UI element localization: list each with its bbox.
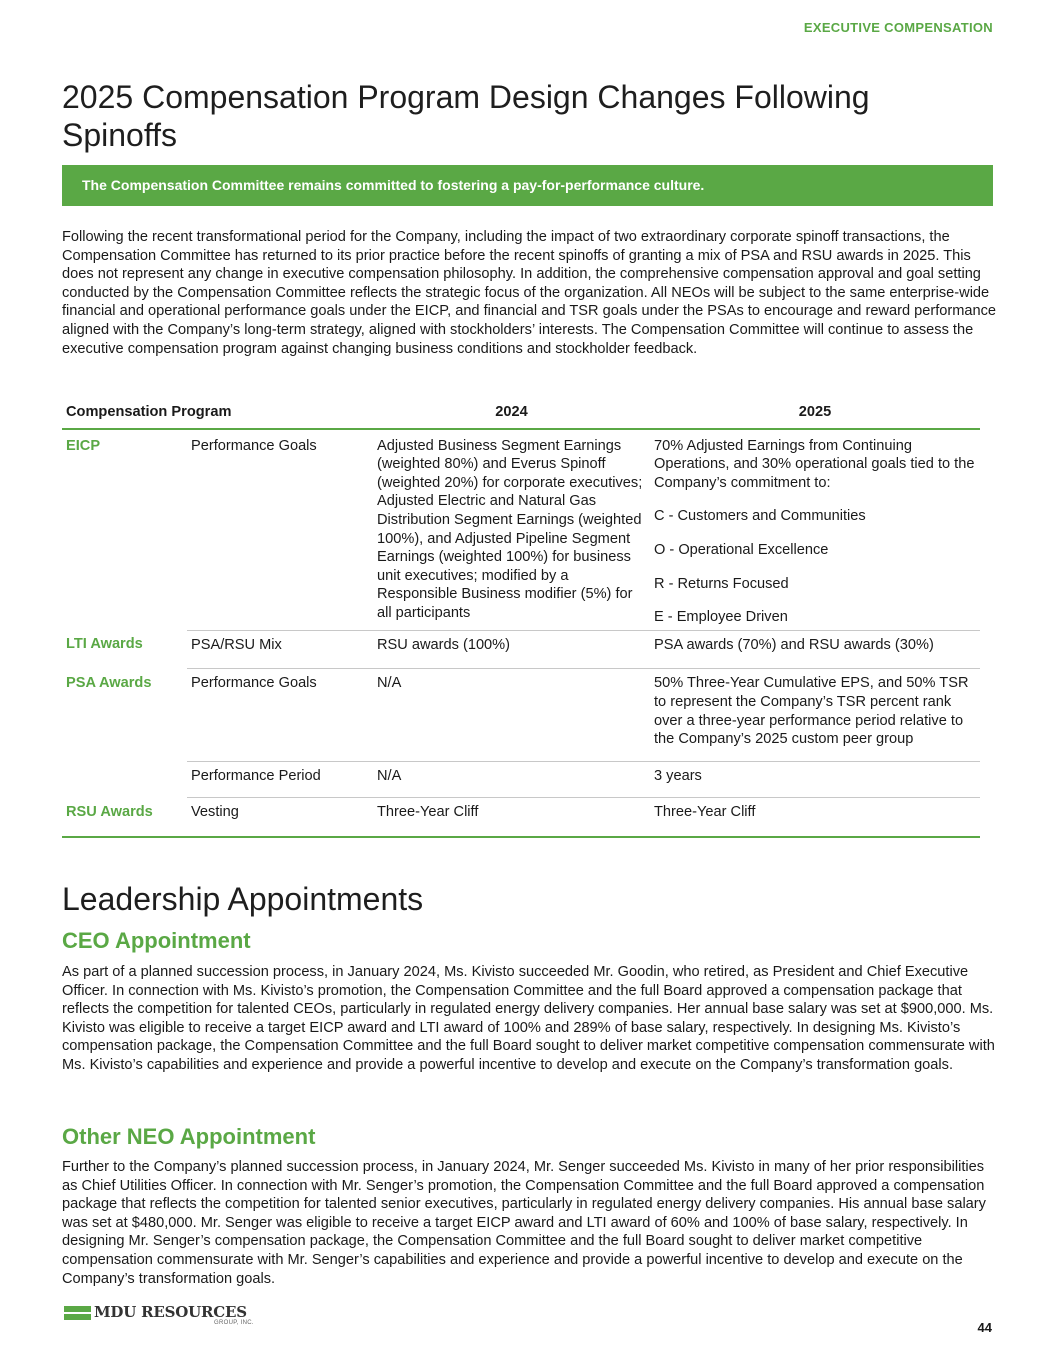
table-row-eicp bbox=[62, 429, 980, 631]
row-item: Performance Goals bbox=[187, 669, 373, 761]
row-category: RSU Awards bbox=[62, 798, 187, 837]
goal-item: C - Customers and Communities bbox=[654, 508, 866, 525]
table-row-psa-period bbox=[62, 761, 980, 798]
row-item: Performance Goals bbox=[191, 437, 317, 454]
ceo-appointment-heading: CEO Appointment bbox=[62, 928, 251, 953]
page-title: 2025 Compensation Program Design Changes Following Spinoffs bbox=[62, 79, 870, 153]
table-row-lti bbox=[62, 630, 980, 669]
section-label: EXECUTIVE COMPENSATION bbox=[803, 20, 993, 35]
neo-appointment-heading: Other NEO Appointment bbox=[62, 1124, 316, 1149]
row-value-2024: Adjusted Business Segment Earnings (weighted 80%) and Everus Spinoff (weighted 20%) for corporate executives; Adjusted Electric and Natural Gas Distribution Segment Earnings (weighted 100%), and Adjusted Pipeline Segment Earnings (weighted 100%) for business unit executives; modified by a Responsible Business modifier (5%) for all participants bbox=[377, 437, 643, 621]
logo-bars-icon bbox=[64, 1306, 91, 1320]
table-row-rsu bbox=[62, 798, 980, 837]
row-value-2024: Three-Year Cliff bbox=[373, 798, 650, 837]
row-item: PSA/RSU Mix bbox=[187, 630, 373, 669]
row-value-2024: N/A bbox=[373, 761, 650, 798]
goal-item: E - Employee Driven bbox=[654, 609, 788, 626]
logo-text: MDU RESOURCES bbox=[94, 1303, 247, 1321]
header-2024: 2024 bbox=[373, 397, 650, 429]
row-value-2025: 3 years bbox=[650, 761, 980, 798]
ceo-appointment-paragraph: As part of a planned succession process, in January 2024, Ms. Kivisto succeeded Mr. Goodin, who retired, as President and Chief Executive Officer. In connection with Ms. Kivisto’s promotion, the Compensation Committee and the full Board approved a compensation package that reflects the competition for talented CEOs, particularly in regulated energy delivery companies. Her annual base salary was set at $900,000. Ms. Kivisto was eligible to receive a target EICP award and LTI award of 100% and 289% of base salary, respectively. In designing Ms. Kivisto’s compensation package, the Compensation Committee and the full Board sought to deliver market competitive compensation commensurate with Ms. Kivisto’s capabilities and experience and provide a powerful incentive to develop and execute on the Company’s transformation goals. bbox=[62, 964, 995, 1073]
neo-appointment-paragraph: Further to the Company’s planned succession process, in January 2024, Mr. Senger succeeded Ms. Kivisto in many of her prior responsibilities as Chief Utilities Officer. In connection with Mr. Senger’s promotion, the Compensation Committee and the full Board approved a compensation package that reflects the competition for talented senior executives, particularly in regulated energy delivery companies. His annual base salary was set at $480,000. Mr. Senger was eligible to receive a target EICP award and LTI award of 60% and 100% of base salary, respectively. In designing Mr. Senger’s compensation package, the Compensation Committee and the full Board sought to deliver market competitive compensation commensurate with Mr. Senger’s capabilities and experience and provide a powerful incentive to develop and execute on the Company’s transformation goals. bbox=[62, 1159, 986, 1287]
table-row-psa-goals bbox=[62, 669, 980, 761]
row-category: LTI Awards bbox=[66, 636, 143, 653]
eicp-2025-intro: 70% Adjusted Earnings from Continuing Operations, and 30% operational goals tied to the Company’s commitment to: bbox=[654, 437, 975, 491]
table-header-row bbox=[62, 397, 980, 429]
header-compensation-program: Compensation Program bbox=[62, 397, 373, 429]
compensation-program-table bbox=[62, 397, 980, 838]
row-value-2024: N/A bbox=[373, 669, 650, 761]
row-value-2024: RSU awards (100%) bbox=[373, 630, 650, 669]
highlight-banner: The Compensation Committee remains committed to fostering a pay-for-performance culture. bbox=[62, 165, 993, 206]
row-category: EICP bbox=[66, 437, 101, 454]
row-category-empty bbox=[62, 761, 187, 798]
goal-item: O - Operational Excellence bbox=[654, 541, 829, 558]
row-value-2025: Three-Year Cliff bbox=[650, 798, 980, 837]
page-number: 44 bbox=[977, 1320, 992, 1335]
row-item: Performance Period bbox=[187, 761, 373, 798]
company-logo bbox=[64, 1303, 254, 1326]
leadership-heading: Leadership Appointments bbox=[62, 881, 424, 917]
row-item: Vesting bbox=[187, 798, 373, 837]
intro-paragraph: Following the recent transformational period for the Company, including the impact of two extraordinary corporate spinoff transactions, the Compensation Committee has returned to its prior practice before the recent spinoffs of granting a mix of PSA and RSU awards in 2025. This does not represent any change in executive compensation philosophy. In addition, the comprehensive compensation approval and goal setting conducted by the Compensation Committee reflects the strategic focus of the organization. All NEOs will be subject to the same enterprise-wide financial and operational performance goals under the EICP, and financial and TSR goals under the PSAs to encourage and reward performance aligned with the Company’s long-term strategy, aligned with stockholders’ interests. The Compensation Committee will continue to assess the executive compensation program against changing business conditions and stockholder feedback. bbox=[62, 229, 997, 357]
header-2025: 2025 bbox=[650, 397, 980, 429]
row-value-2025 bbox=[650, 429, 980, 631]
logo-subtext: GROUP, INC. bbox=[214, 1320, 254, 1326]
row-value-2025: PSA awards (70%) and RSU awards (30%) bbox=[650, 630, 980, 669]
row-value-2025: 50% Three-Year Cumulative EPS, and 50% TSR to represent the Company’s TSR percent rank over a three-year performance period relative to the Company’s 2025 custom peer group bbox=[650, 669, 980, 761]
row-category: PSA Awards bbox=[66, 674, 152, 691]
goal-item: R - Returns Focused bbox=[654, 575, 789, 592]
